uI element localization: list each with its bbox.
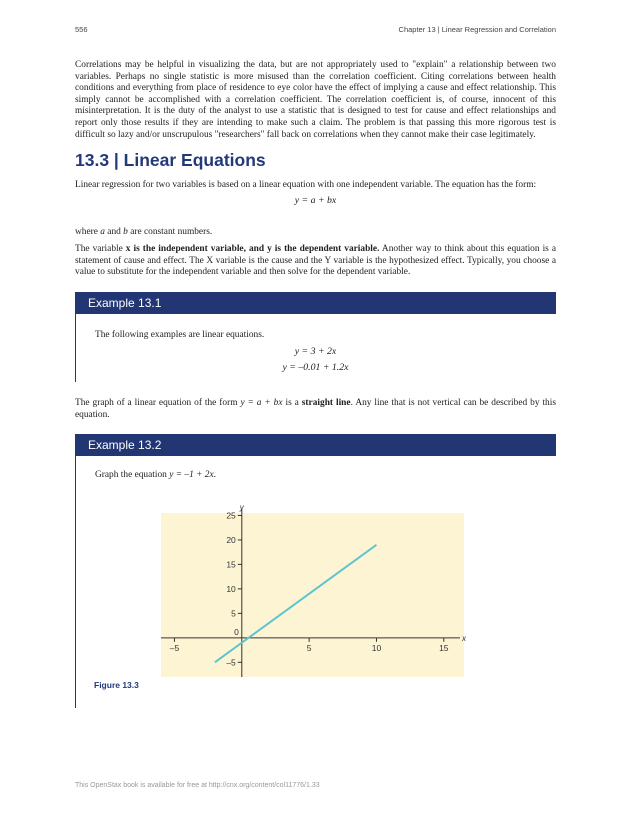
origin-label: 0 xyxy=(234,626,239,637)
y-tick-label: 20 xyxy=(226,534,236,545)
page-number: 556 xyxy=(75,25,88,34)
y-tick-label: 5 xyxy=(231,608,236,619)
section-intro: Linear regression for two variables is based on a linear equation with one independent variable. The equation has the form: xyxy=(75,180,537,190)
x-axis-label: x xyxy=(462,633,466,643)
x-tick-label: –5 xyxy=(169,642,180,653)
example-13-1-header: Example 13.1 xyxy=(75,292,556,314)
example-13-2-header: Example 13.2 xyxy=(75,434,556,456)
x-tick-label: 5 xyxy=(306,642,312,653)
variables-paragraph: The variable x is the independent variable, and y is the dependent variable. Another way to think about this equation is a statement of cause and effect. The X variable is the cause and the Y variable is the hypothesized effect. Typically, you choose a value to substitute for the independent variable and then solve for the dependent variable. xyxy=(75,244,557,278)
y-tick-label: 10 xyxy=(226,583,236,594)
section-title: 13.3 | Linear Equations xyxy=(75,150,266,170)
y-axis-label: y xyxy=(239,503,244,512)
x-tick-label: 15 xyxy=(439,642,449,653)
constants-note: where a and b are constant numbers. xyxy=(75,227,213,237)
y-tick-label: 15 xyxy=(226,559,236,570)
example-13-2-text: Graph the equation y = –1 + 2x. xyxy=(95,470,216,480)
example-13-1-text: The following examples are linear equations. xyxy=(95,330,265,340)
example-equation-2: y = –0.01 + 1.2x xyxy=(282,362,349,373)
intro-paragraph: Correlations may be helpful in visualizing the data, but are not appropriately used to "explain" a relationship between two variables. Perhaps no single statistic is more misused than the correlation coefficient. Citing correlations between health conditions and everything from place of residence to eye color have the effect of implying a cause and effect relationship. This simply cannot be accomplished with a correlation coefficient. The correlation coefficient is, of course, innocent of this misinterpretation. It is the duty of the analyst to use a statistic that is designed to test for cause and effect relationships and report only those results if they are intending to make such a claim. The problem is that passing this more rigorous test is difficult so lazy and/or unscrupulous "researchers" fall back on correlations when they cannot make their case legitimately. xyxy=(75,60,556,140)
example-13-2-border xyxy=(75,456,76,708)
plot-background xyxy=(161,513,464,677)
example-equation-1: y = 3 + 2x xyxy=(294,346,337,357)
general-equation: y = a + bx xyxy=(294,195,337,206)
chapter-header: Chapter 13 | Linear Regression and Correlation xyxy=(398,25,556,34)
line-graph xyxy=(161,505,464,677)
x-tick-label: 10 xyxy=(371,642,382,653)
figure-label: Figure 13.3 xyxy=(94,680,139,690)
footer: This OpenStax book is available for free at http://cnx.org/content/col11776/1.33 xyxy=(75,782,320,789)
y-tick-label: –5 xyxy=(226,657,236,668)
straight-line-paragraph: The graph of a linear equation of the form y = a + bx is a straight line. Any line that is not vertical can be described by this equation. xyxy=(75,398,556,420)
y-tick-label: 25 xyxy=(226,510,236,521)
